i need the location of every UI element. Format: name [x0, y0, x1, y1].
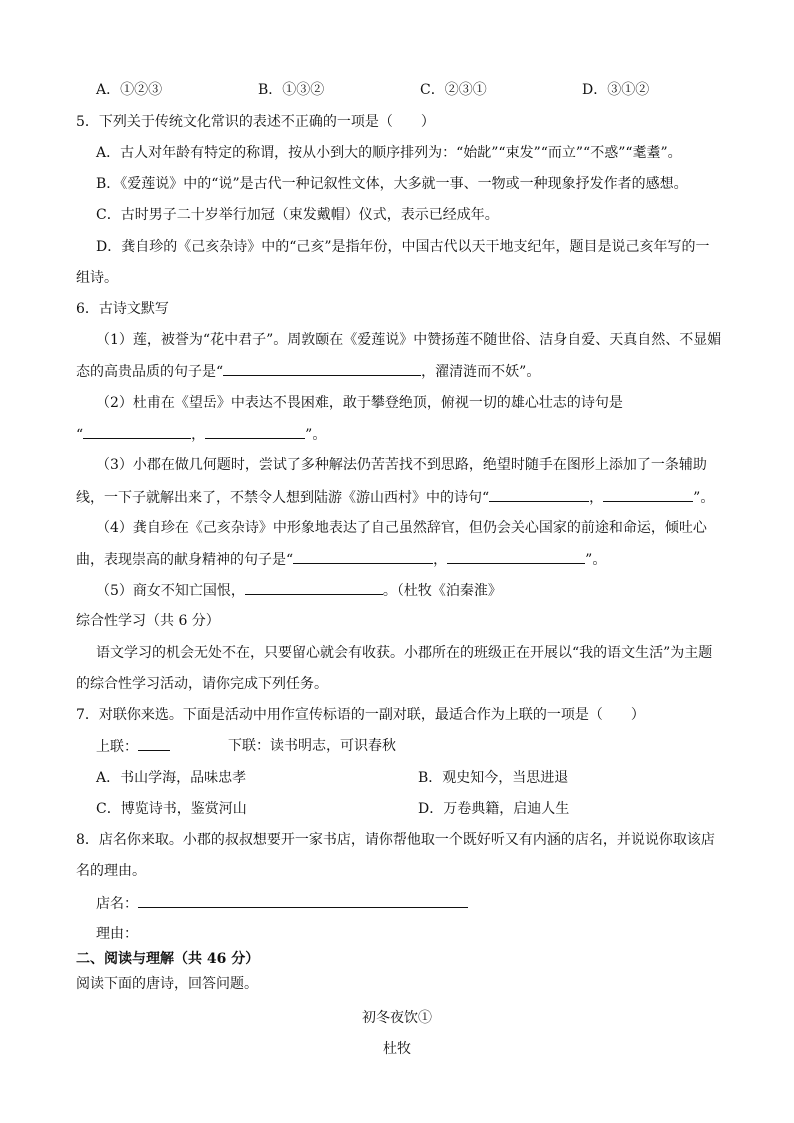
q4-option-a: A．①②③ — [96, 82, 163, 98]
answer-blank[interactable] — [138, 736, 170, 751]
q6-part2-line1: （2）杜甫在《望岳》中表达不畏困难，敢于攀登绝顶，俯视一切的雄心壮志的诗句是 — [96, 395, 623, 411]
answer-blank[interactable] — [447, 549, 585, 564]
q7-option-a: A．书山学海，品味忠孝 — [96, 770, 247, 786]
q5-option-d-line2: 组诗。 — [76, 270, 118, 286]
section-comprehensive-intro-line1: 语文学习的机会无处不在，只要留心就会有收获。小郡所在的班级正在开展以“我的语文生活”为主题 — [96, 645, 713, 661]
q4-option-d: D．③①② — [582, 82, 650, 98]
q8-stem-line2: 名的理由。 — [76, 863, 146, 879]
q5-option-d-line1: D．龚自珍的《己亥杂诗》中的“己亥”是指年份，中国古代以天干地支纪年，题目是说己亥年写的一 — [96, 239, 710, 255]
q4-option-b: B．①③② — [258, 82, 325, 98]
poem-title: 初冬夜饮① — [362, 1010, 432, 1026]
section-comprehensive-title: 综合性学习（共 6 分） — [76, 613, 220, 629]
q6-part2-line2: “ ， ”。 — [76, 424, 326, 444]
q5-option-a: A．古人对年龄有特定的称谓，按从小到大的顺序排列为：“始龀”“束发”“而立”“不惑”“耄耋”。 — [96, 145, 682, 161]
q6-part1-line2: 态的高贵品质的句子是“ ，濯清涟而不妖”。 — [76, 361, 540, 381]
q6-part1-line1: （1）莲，被誉为“花中君子”。周敦颐在《爱莲说》中赞扬莲不随世俗、洁身自爱、天真自然、不显媚 — [96, 332, 722, 348]
q6-stem: 6．古诗文默写 — [76, 301, 169, 317]
q6-part5: （5）商女不知亡国恨， 。（杜牧《泊秦淮》 — [96, 580, 502, 600]
q5-stem: 5．下列关于传统文化常识的表述不正确的一项是（ ） — [76, 114, 435, 130]
answer-blank[interactable] — [205, 424, 305, 439]
q6-part3-line2: 线，一下子就解出来了，不禁令人想到陆游《游山西村》中的诗句“ ， ”。 — [76, 487, 714, 507]
answer-blank[interactable] — [489, 487, 589, 502]
q6-part4-line1: （4）龚自珍在《己亥杂诗》中形象地表达了自己虽然辞官，但仍会关心国家的前途和命运，倾吐心 — [96, 520, 707, 536]
q8-shop-name: 店名： — [96, 893, 468, 913]
q8-reason: 理由： — [96, 926, 138, 942]
poem-author: 杜牧 — [383, 1041, 411, 1057]
section2-title: 二、阅读与理解（共 46 分） — [76, 951, 260, 967]
section-comprehensive-intro-line2: 的综合性学习活动，请你完成下列任务。 — [76, 676, 328, 692]
q8-stem-line1: 8．店名你来取。小郡的叔叔想要开一家书店，请你帮他取一个既好听又有内涵的店名，并说说你取该店 — [76, 832, 715, 848]
q7-option-c: C．博览诗书，鉴赏河山 — [96, 801, 247, 817]
q4-option-c: C．②③① — [420, 82, 487, 98]
q7-lower-couplet: 下联：读书明志，可识春秋 — [228, 738, 396, 754]
answer-blank[interactable] — [293, 549, 433, 564]
q7-stem: 7．对联你来选。下面是活动中用作宣传标语的一副对联，最适合作为上联的一项是（ ） — [76, 707, 645, 723]
q7-upper-couplet: 上联： — [96, 736, 170, 756]
q5-option-b: B．《爱莲说》中的“说”是古代一种记叙性文体，大多就一事、一物或一种现象抒发作者的感想。 — [96, 176, 688, 192]
q5-option-c: C．古时男子二十岁举行加冠（束发戴帽）仪式，表示已经成年。 — [96, 207, 499, 223]
q7-option-d: D．万卷典籍，启迪人生 — [418, 801, 570, 817]
answer-blank[interactable] — [83, 424, 191, 439]
q7-option-b: B．观史知今，当思进退 — [418, 770, 569, 786]
answer-blank[interactable] — [245, 580, 383, 595]
shop-name-blank[interactable] — [138, 893, 468, 908]
q6-part4-line2: 曲，表现崇高的献身精神的句子是“ ， ”。 — [76, 549, 606, 569]
answer-blank[interactable] — [603, 487, 693, 502]
q6-part3-line1: （3）小郡在做几何题时，尝试了多种解法仍苦苦找不到思路，绝望时随手在图形上添加了一条辅助 — [96, 457, 707, 473]
answer-blank[interactable] — [223, 361, 421, 376]
section2-instruction: 阅读下面的唐诗，回答问题。 — [76, 976, 258, 992]
